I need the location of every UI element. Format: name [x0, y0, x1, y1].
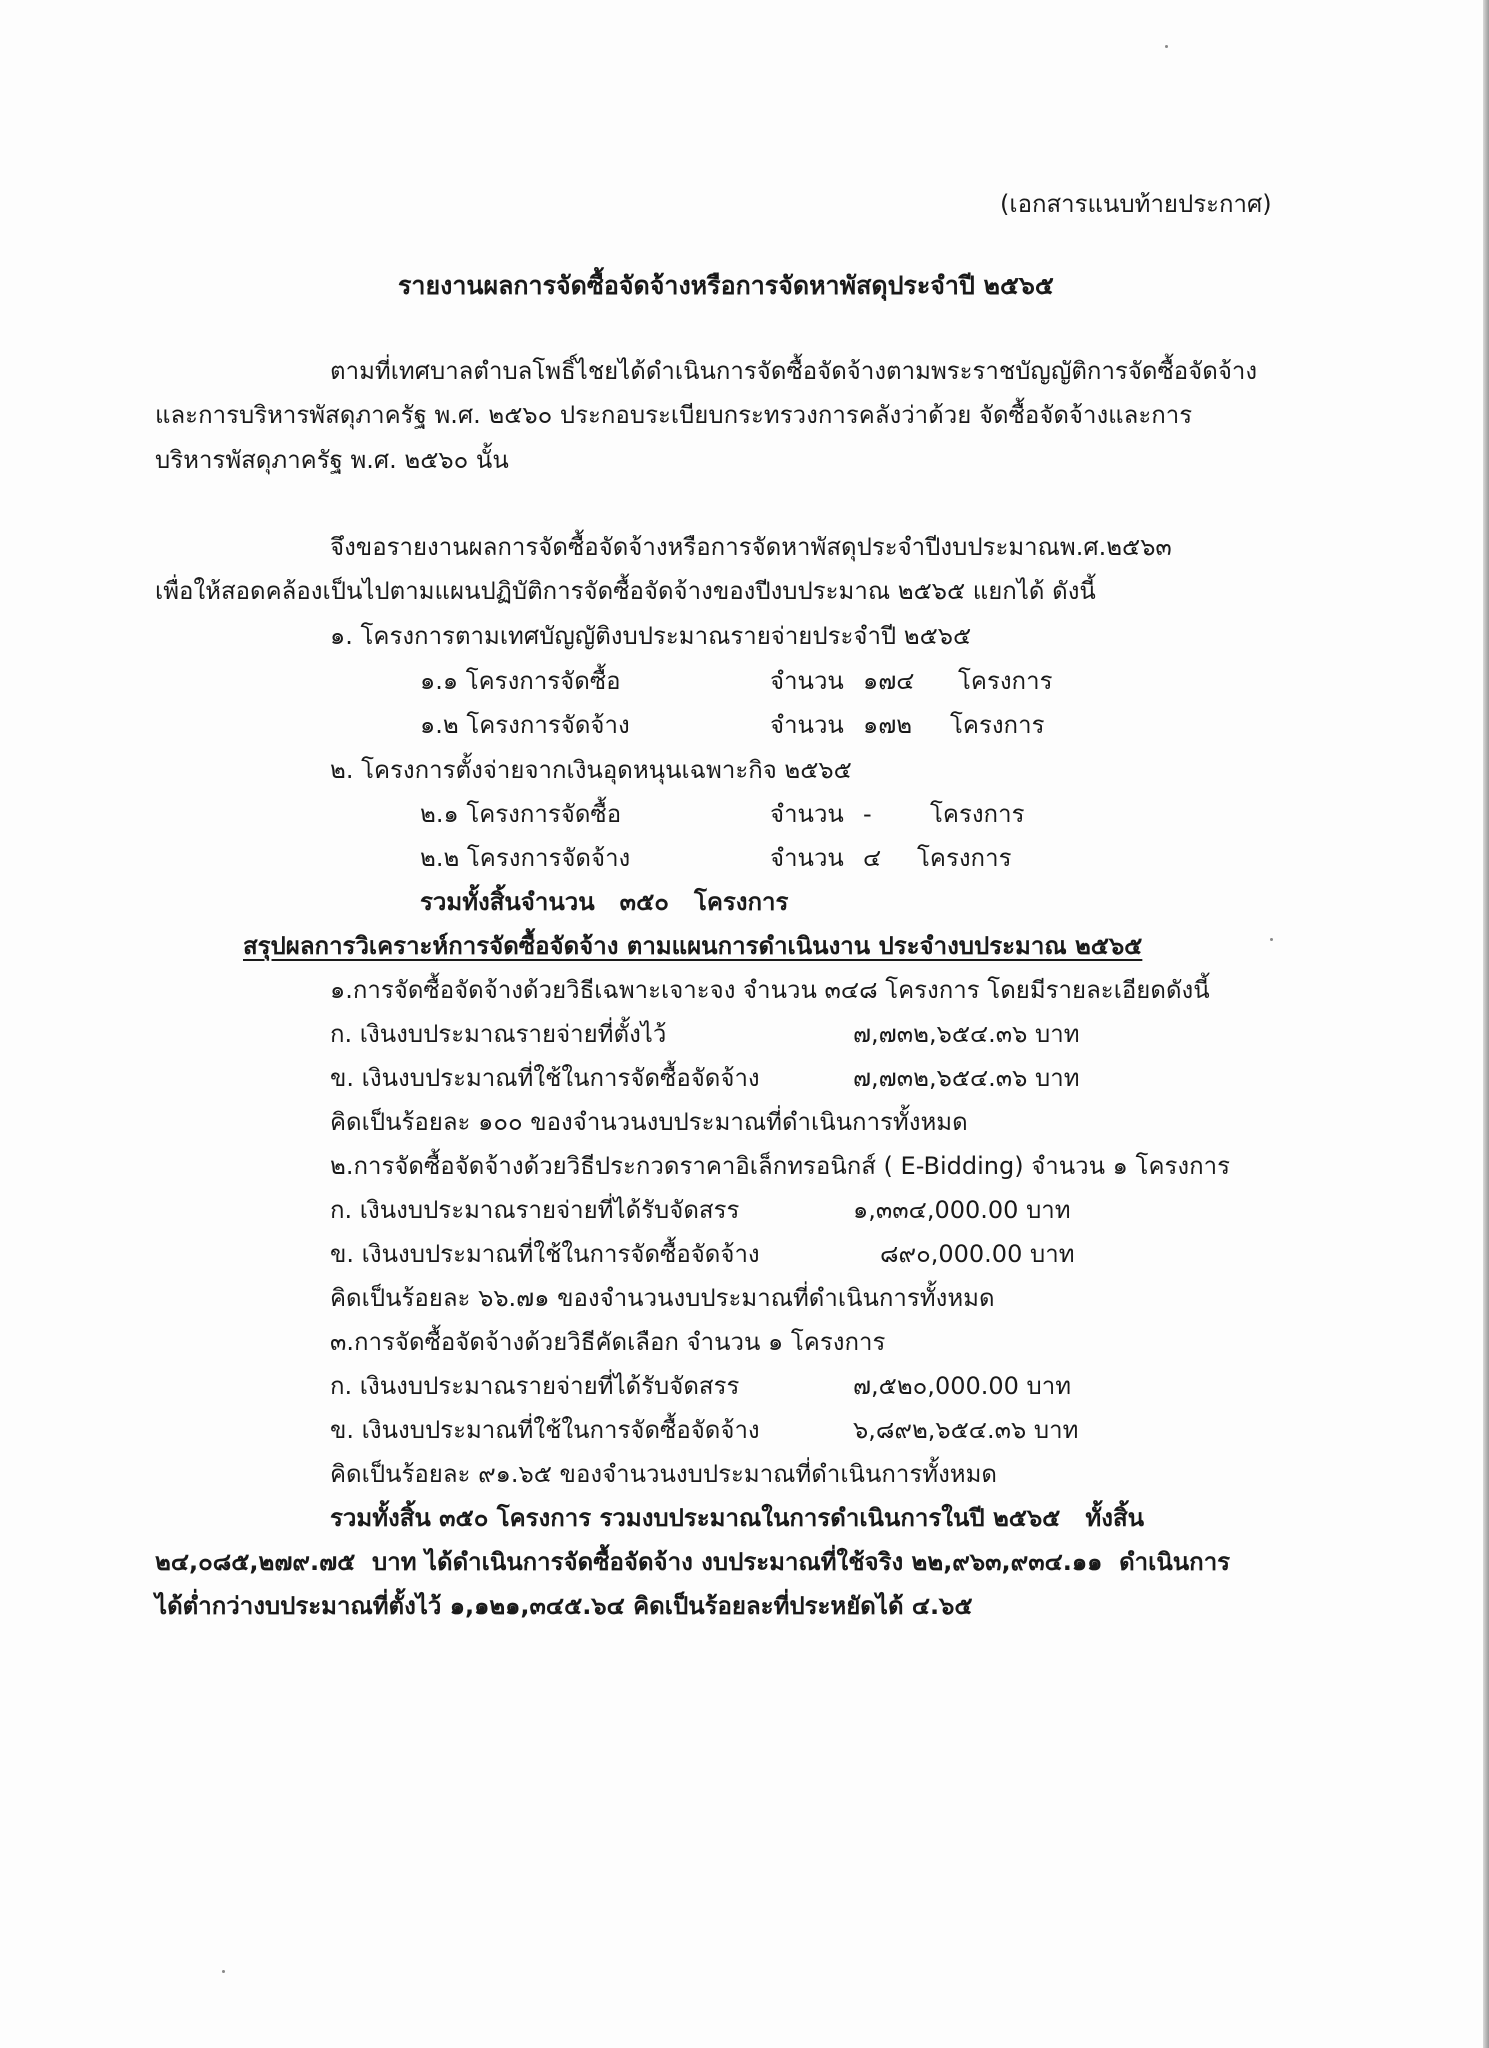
method-3-percent: คิดเป็นร้อยละ ๙๑.๖๕ ของจำนวนงบประมาณที่ดำเนินการทั้งหมด	[330, 1460, 998, 1488]
item-2-2-count: ๔	[863, 844, 882, 872]
item-1-1-unit: โครงการ	[958, 667, 1053, 695]
method-2-spent-label: ข. เงินงบประมาณที่ใช้ในการจัดซื้อจัดจ้าง	[330, 1240, 760, 1268]
section-2-title: ๒. โครงการตั้งจ่ายจากเงินอุดหนุนเฉพาะกิจ ๒๕๖๕	[330, 756, 852, 784]
intro-line: และการบริหารพัสดุภาครัฐ พ.ศ. ๒๕๖๐ ประกอบระเบียบกระทรวงการคลังว่าด้วย จัดซื้อจัดจ้างและการ	[155, 401, 1193, 429]
method-2-spent-value: ๘๙๐,000.00 บาท	[880, 1240, 1075, 1268]
attachment-note: (เอกสารแนบท้ายประกาศ)	[1000, 190, 1272, 218]
report-line: จึงขอรายงานผลการจัดซื้อจัดจ้างหรือการจัดหาพัสดุประจำปีงบประมาณพ.ศ.๒๕๖๓	[330, 533, 1172, 561]
method-3-budget-value: ๗,๕๒๐,000.00 บาท	[853, 1372, 1072, 1400]
method-1-budget-value: ๗,๗๓๒,๖๕๔.๓๖ บาท	[853, 1020, 1080, 1048]
final-summary-line: ได้ต่ำกว่างบประมาณที่ตั้งไว้ ๑,๑๒๑,๓๔๕.๖๔ คิดเป็นร้อยละที่ประหยัดได้ ๔.๖๕	[155, 1592, 973, 1620]
final-summary-line: รวมทั้งสิ้น ๓๕๐ โครงการ รวมงบประมาณในการดำเนินการในปี ๒๕๖๕ ทั้งสิ้น	[330, 1504, 1144, 1532]
intro-line: ตามที่เทศบาลตำบลโพธิ์ไชยได้ดำเนินการจัดซื้อจัดจ้างตามพระราชบัญญัติการจัดซื้อจัดจ้าง	[330, 357, 1258, 385]
summary-heading: สรุปผลการวิเคราะห์การจัดซื้อจัดจ้าง ตามแผนการดำเนินงาน ประจำงบประมาณ ๒๕๖๕	[243, 932, 1143, 960]
method-1-spent-value: ๗,๗๓๒,๖๕๔.๓๖ บาท	[853, 1064, 1080, 1092]
method-3-spent-value: ๖,๘๙๒,๖๕๔.๓๖ บาท	[853, 1416, 1079, 1444]
report-title: รายงานผลการจัดซื้อจัดจ้างหรือการจัดหาพัสดุประจำปี ๒๕๖๕	[398, 271, 1054, 300]
item-1-2-count: ๑๗๒	[863, 711, 913, 739]
method-3-budget-label: ก. เงินงบประมาณรายจ่ายที่ได้รับจัดสรร	[330, 1372, 740, 1400]
final-summary-line: ๒๔,๐๘๕,๒๗๙.๗๕ บาท ได้ดำเนินการจัดซื้อจัดจ้าง งบประมาณที่ใช้จริง ๒๒,๙๖๓,๙๓๔.๑๑ ดำเนินการ	[155, 1548, 1231, 1576]
item-1-1-label: ๑.๑ โครงการจัดซื้อ	[420, 667, 621, 695]
method-3-title: ๓.การจัดซื้อจัดจ้างด้วยวิธีคัดเลือก จำนวน ๑ โครงการ	[330, 1328, 886, 1356]
item-2-2-label: ๒.๒ โครงการจัดจ้าง	[420, 844, 631, 872]
scan-speck	[1165, 45, 1168, 48]
scan-speck	[222, 1970, 225, 1973]
method-2-budget-value: ๑,๓๓๔,000.00 บาท	[853, 1196, 1071, 1224]
method-2-budget-label: ก. เงินงบประมาณรายจ่ายที่ได้รับจัดสรร	[330, 1196, 740, 1224]
scan-speck	[1270, 938, 1273, 941]
intro-line: บริหารพัสดุภาครัฐ พ.ศ. ๒๕๖๐ นั้น	[155, 446, 509, 474]
item-2-1-count-label: จำนวน	[770, 800, 844, 828]
method-1-title: ๑.การจัดซื้อจัดจ้างด้วยวิธีเฉพาะเจาะจง จำนวน ๓๔๘ โครงการ โดยมีรายละเอียดดังนี้	[330, 976, 1210, 1004]
section-1-title: ๑. โครงการตามเทศบัญญัติงบประมาณรายจ่ายประจำปี ๒๕๖๕	[330, 622, 972, 650]
method-1-spent-label: ข. เงินงบประมาณที่ใช้ในการจัดซื้อจัดจ้าง	[330, 1064, 760, 1092]
item-1-1-count-label: จำนวน	[770, 667, 844, 695]
item-2-1-label: ๒.๑ โครงการจัดซื้อ	[420, 800, 622, 828]
scan-edge	[1483, 0, 1489, 2048]
projects-total: รวมทั้งสิ้นจำนวน ๓๕๐ โครงการ	[420, 888, 789, 916]
item-1-2-count-label: จำนวน	[770, 711, 844, 739]
item-2-1-unit: โครงการ	[930, 800, 1025, 828]
method-3-spent-label: ข. เงินงบประมาณที่ใช้ในการจัดซื้อจัดจ้าง	[330, 1416, 760, 1444]
item-2-1-count: -	[863, 800, 872, 828]
item-2-2-count-label: จำนวน	[770, 844, 844, 872]
item-1-1-count: ๑๗๔	[863, 667, 915, 695]
item-1-2-label: ๑.๒ โครงการจัดจ้าง	[420, 711, 630, 739]
item-2-2-unit: โครงการ	[917, 844, 1012, 872]
item-1-2-unit: โครงการ	[950, 711, 1045, 739]
method-1-percent: คิดเป็นร้อยละ ๑๐๐ ของจำนวนงบประมาณที่ดำเนินการทั้งหมด	[330, 1108, 968, 1136]
method-2-title: ๒.การจัดซื้อจัดจ้างด้วยวิธีประกวดราคาอิเล็กทรอนิกส์ ( E-Bidding) จำนวน ๑ โครงการ	[330, 1152, 1230, 1180]
report-line: เพื่อให้สอดคล้องเป็นไปตามแผนปฏิบัติการจัดซื้อจัดจ้างของปีงบประมาณ ๒๕๖๕ แยกได้ ดังนี้	[155, 577, 1096, 605]
method-1-budget-label: ก. เงินงบประมาณรายจ่ายที่ตั้งไว้	[330, 1020, 667, 1048]
method-2-percent: คิดเป็นร้อยละ ๖๖.๗๑ ของจำนวนงบประมาณที่ดำเนินการทั้งหมด	[330, 1284, 995, 1312]
